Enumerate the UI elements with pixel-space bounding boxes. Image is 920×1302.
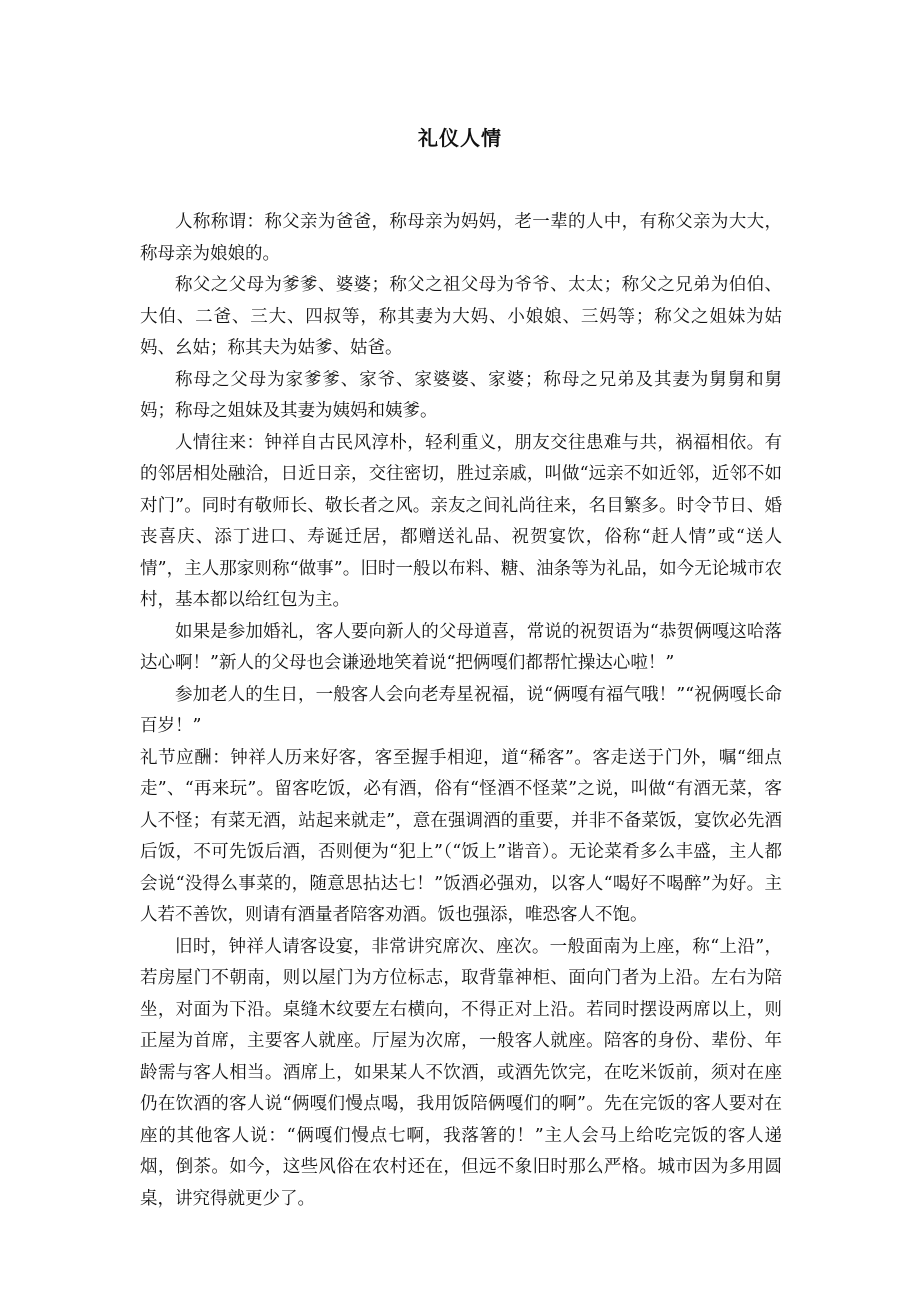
paragraph-maternal-relatives: 称母之父母为家爹爹、家爷、家婆婆、家婆；称母之兄弟及其妻为舅舅和舅妈；称母之姐妹及其妻为姨妈和姨爹。 [140, 369, 782, 421]
document-title: 礼仪人情 [418, 126, 502, 150]
paragraph-paternal-relatives: 称父之父母为爹爹、婆婆；称父之祖父母为爷爷、太太；称父之兄弟为伯伯、大伯、二爸、三大、四叔等，称其妻为大妈、小娘娘、三妈等；称父之姐妹为姑妈、幺姑；称其夫为姑爹、姑爸。 [140, 275, 782, 358]
document-body [140, 207, 782, 1215]
paragraph-birthday: 参加老人的生日，一般客人会向老寿星祝福，说“俩嘎有福气哦！”“祝俩嘎长命百岁！” [140, 684, 782, 736]
paragraph-banquet-seating: 旧时，钟祥人请客设宴，非常讲究席次、座次。一般面南为上座，称“上沿”，若房屋门不朝南，则以屋门为方位标志，取背靠神柜、面向门者为上沿。左右为陪坐，对面为下沿。桌缝木纹要左右横向，不得正对上沿。若同时摆设两席以上，则正屋为首席，主要客人就座。厅屋为次席，一般客人就座。陪客的身份、辈份、年龄需与客人相当。酒席上，如果某人不饮酒，或酒先饮完，在吃米饭前，须对在座仍在饮酒的客人说“俩嘎们慢点喝，我用饭陪俩嘎们的啊”。先在完饭的客人要对在座的其他客人说：“俩嘎们慢点七啊，我落箸的！”主人会马上给吃完饭的客人递烟，倒茶。如今，这些风俗在农村还在，但远不象旧时那么严格。城市因为多用圆桌，讲究得就更少了。 [140, 936, 782, 1209]
paragraph-address-terms: 人称称谓：称父亲为爸爸，称母亲为妈妈，老一辈的人中，有称父亲为大大，称母亲为娘娘的。 [140, 212, 782, 264]
paragraph-wedding: 如果是参加婚礼，客人要向新人的父母道喜，常说的祝贺语为“恭贺俩嘎这哈落达心啊！”新人的父母也会谦逊地笑着说“把俩嘎们都帮忙操达心啦！” [140, 621, 782, 673]
paragraph-etiquette: 礼节应酬：钟祥人历来好客，客至握手相迎，道“稀客”。客走送于门外，嘱“细点走”、“再来玩”。留客吃饭，必有酒，俗有“怪酒不怪菜”之说，叫做“有酒无菜，客人不怪；有菜无酒，站起来就走”，意在强调酒的重要，并非不备菜饭，宴饮必先酒后饭，不可先饭后酒，否则便为“犯上”（“饭上”谐音）。无论菜肴多么丰盛，主人都会说“没得么事菜的，随意思拈达七！”饭酒必强劝，以客人“喝好不喝醉”为好。主人若不善饮，则请有酒量者陪客劝酒。饭也强添，唯恐客人不饱。 [140, 747, 782, 925]
paragraph-social-exchange: 人情往来：钟祥自古民风淳朴，轻利重义，朋友交往患难与共，祸福相依。有的邻居相处融洽，日近日亲，交往密切，胜过亲戚，叫做“远亲不如近邻，近邻不如对门”。同时有敬师长、敬长者之风。亲友之间礼尚往来，名目繁多。时令节日、婚丧喜庆、添丁进口、寿诞迁居，都赠送礼品、祝贺宴饮，俗称“赶人情”或“送人情”，主人那家则称“做事”。旧时一般以布料、糖、油条等为礼品，如今无论城市农村，基本都以给红包为主。 [140, 432, 782, 610]
